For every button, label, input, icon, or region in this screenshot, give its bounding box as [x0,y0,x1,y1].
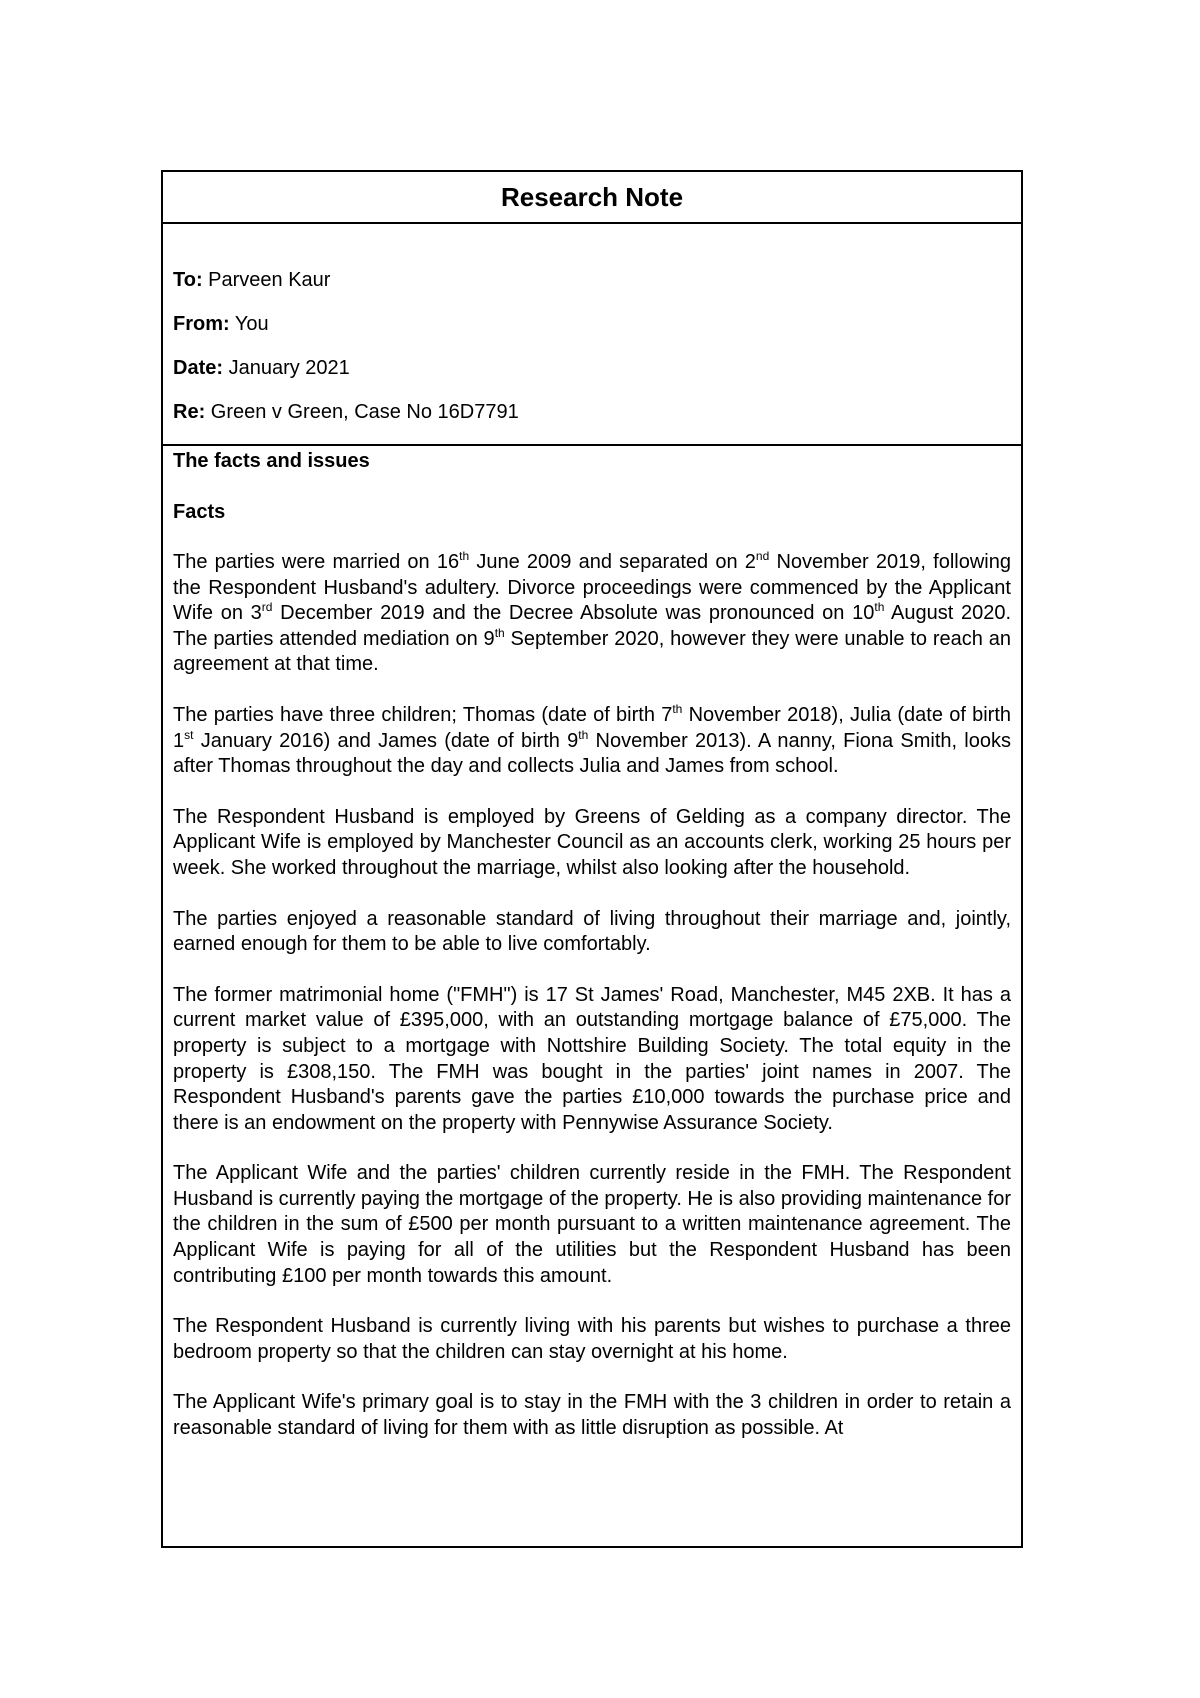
text-run: June 2009 and separated on 2 [469,551,756,573]
note-body [163,446,1021,1442]
re-label: Re: [173,401,206,423]
to-value: Parveen Kaur [202,269,331,291]
from-line [173,312,1021,336]
ordinal-suffix: nd [755,549,770,563]
paragraph-5: The former matrimonial home ("FMH") is 17 St James' Road, Manchester, M45 2XB. It has a current market value of £395,000, with an outstanding mortgage balance of £75,000. The property is subject to a mortgage with Nottshire Building Society. The total equity in the property is £308,150. The FMH was bought in the parties' joint names in 2007. The Respondent Husband's parents gave the parties £10,000 towards the purchase price and there is an endowment on the property with Pennywise Assurance Society. [173,983,1011,1134]
text-run: November 2018), Julia (date of birth 1 [173,703,1012,752]
paragraph-1 [173,550,1011,678]
paragraph-8: The Applicant Wife's primary goal is to stay in the FMH with the 3 children in order to retain a reasonable standard of living for them with as little disruption as possible. At [173,1391,1011,1440]
text-run: November 2013). A nanny, Fiona Smith, looks after Thomas throughout the day and collects Julia and James from school. [173,729,1011,778]
paragraph-2 [173,703,1011,780]
re-line [173,400,1021,424]
ordinal-suffix: st [184,727,194,742]
paragraph-3: The Respondent Husband is employed by Greens of Gelding as a company director. The Applicant Wife is employed by Manchester Council as an accounts clerk, working 25 hours per week. She worked throughout the marriage, whilst also looking after the household. [173,805,1011,879]
ordinal-suffix: th [874,600,885,615]
text-run: December 2019 and the Decree Absolute was pronounced on 10 [272,602,875,625]
text-run: The parties were married on 16 [173,551,460,573]
text-run: September 2020, however they were unable to reach an agreement at that time. [173,627,1011,676]
ordinal-suffix: th [494,625,505,640]
paragraph-6: The Applicant Wife and the parties' children currently reside in the FMH. The Respondent Husband is currently paying the mortgage of the property. He is also providing maintenance for the children in the sum of £500 per month pursuant to a written maintenance agreement. The Applicant Wife is paying for all of the utilities but the Respondent Husband has been contributing £100 per month towards this amount. [173,1162,1011,1287]
from-label: From: [173,313,230,335]
note-header [163,224,1021,446]
date-line [173,356,1021,380]
text-run: January 2016) and James (date of birth 9 [193,729,579,752]
ordinal-suffix: th [672,701,683,716]
text-run: November 2019, following the Respondent Husband's adultery. Divorce proceedings were commenced by the Applicant Wife on 3 [173,551,1011,625]
ordinal-suffix: th [459,549,470,563]
note-title: Research Note [163,172,1021,224]
date-value: January 2021 [223,357,350,379]
ordinal-suffix: rd [261,600,273,615]
text-run: The parties have three children; Thomas (date of birth 7 [173,703,673,726]
research-note-table [161,170,1023,1548]
date-label: Date: [173,357,224,379]
section-title: The facts and issues [173,450,370,472]
paragraph-4: The parties enjoyed a reasonable standard of living throughout their marriage and, jointly, earned enough for them to be able to live comfortably. [173,907,1011,956]
text-run: August 2020. The parties attended mediation on 9 [173,602,1012,650]
subsection-title: Facts [173,501,226,523]
to-label: To: [173,269,203,291]
paragraph-7: The Respondent Husband is currently living with his parents but wishes to purchase a three bedroom property so that the children can stay overnight at his home. [173,1315,1011,1363]
re-value: Green v Green, Case No 16D7791 [205,401,519,423]
ordinal-suffix: th [578,727,589,742]
from-value: You [229,313,269,335]
to-line [173,268,1021,292]
